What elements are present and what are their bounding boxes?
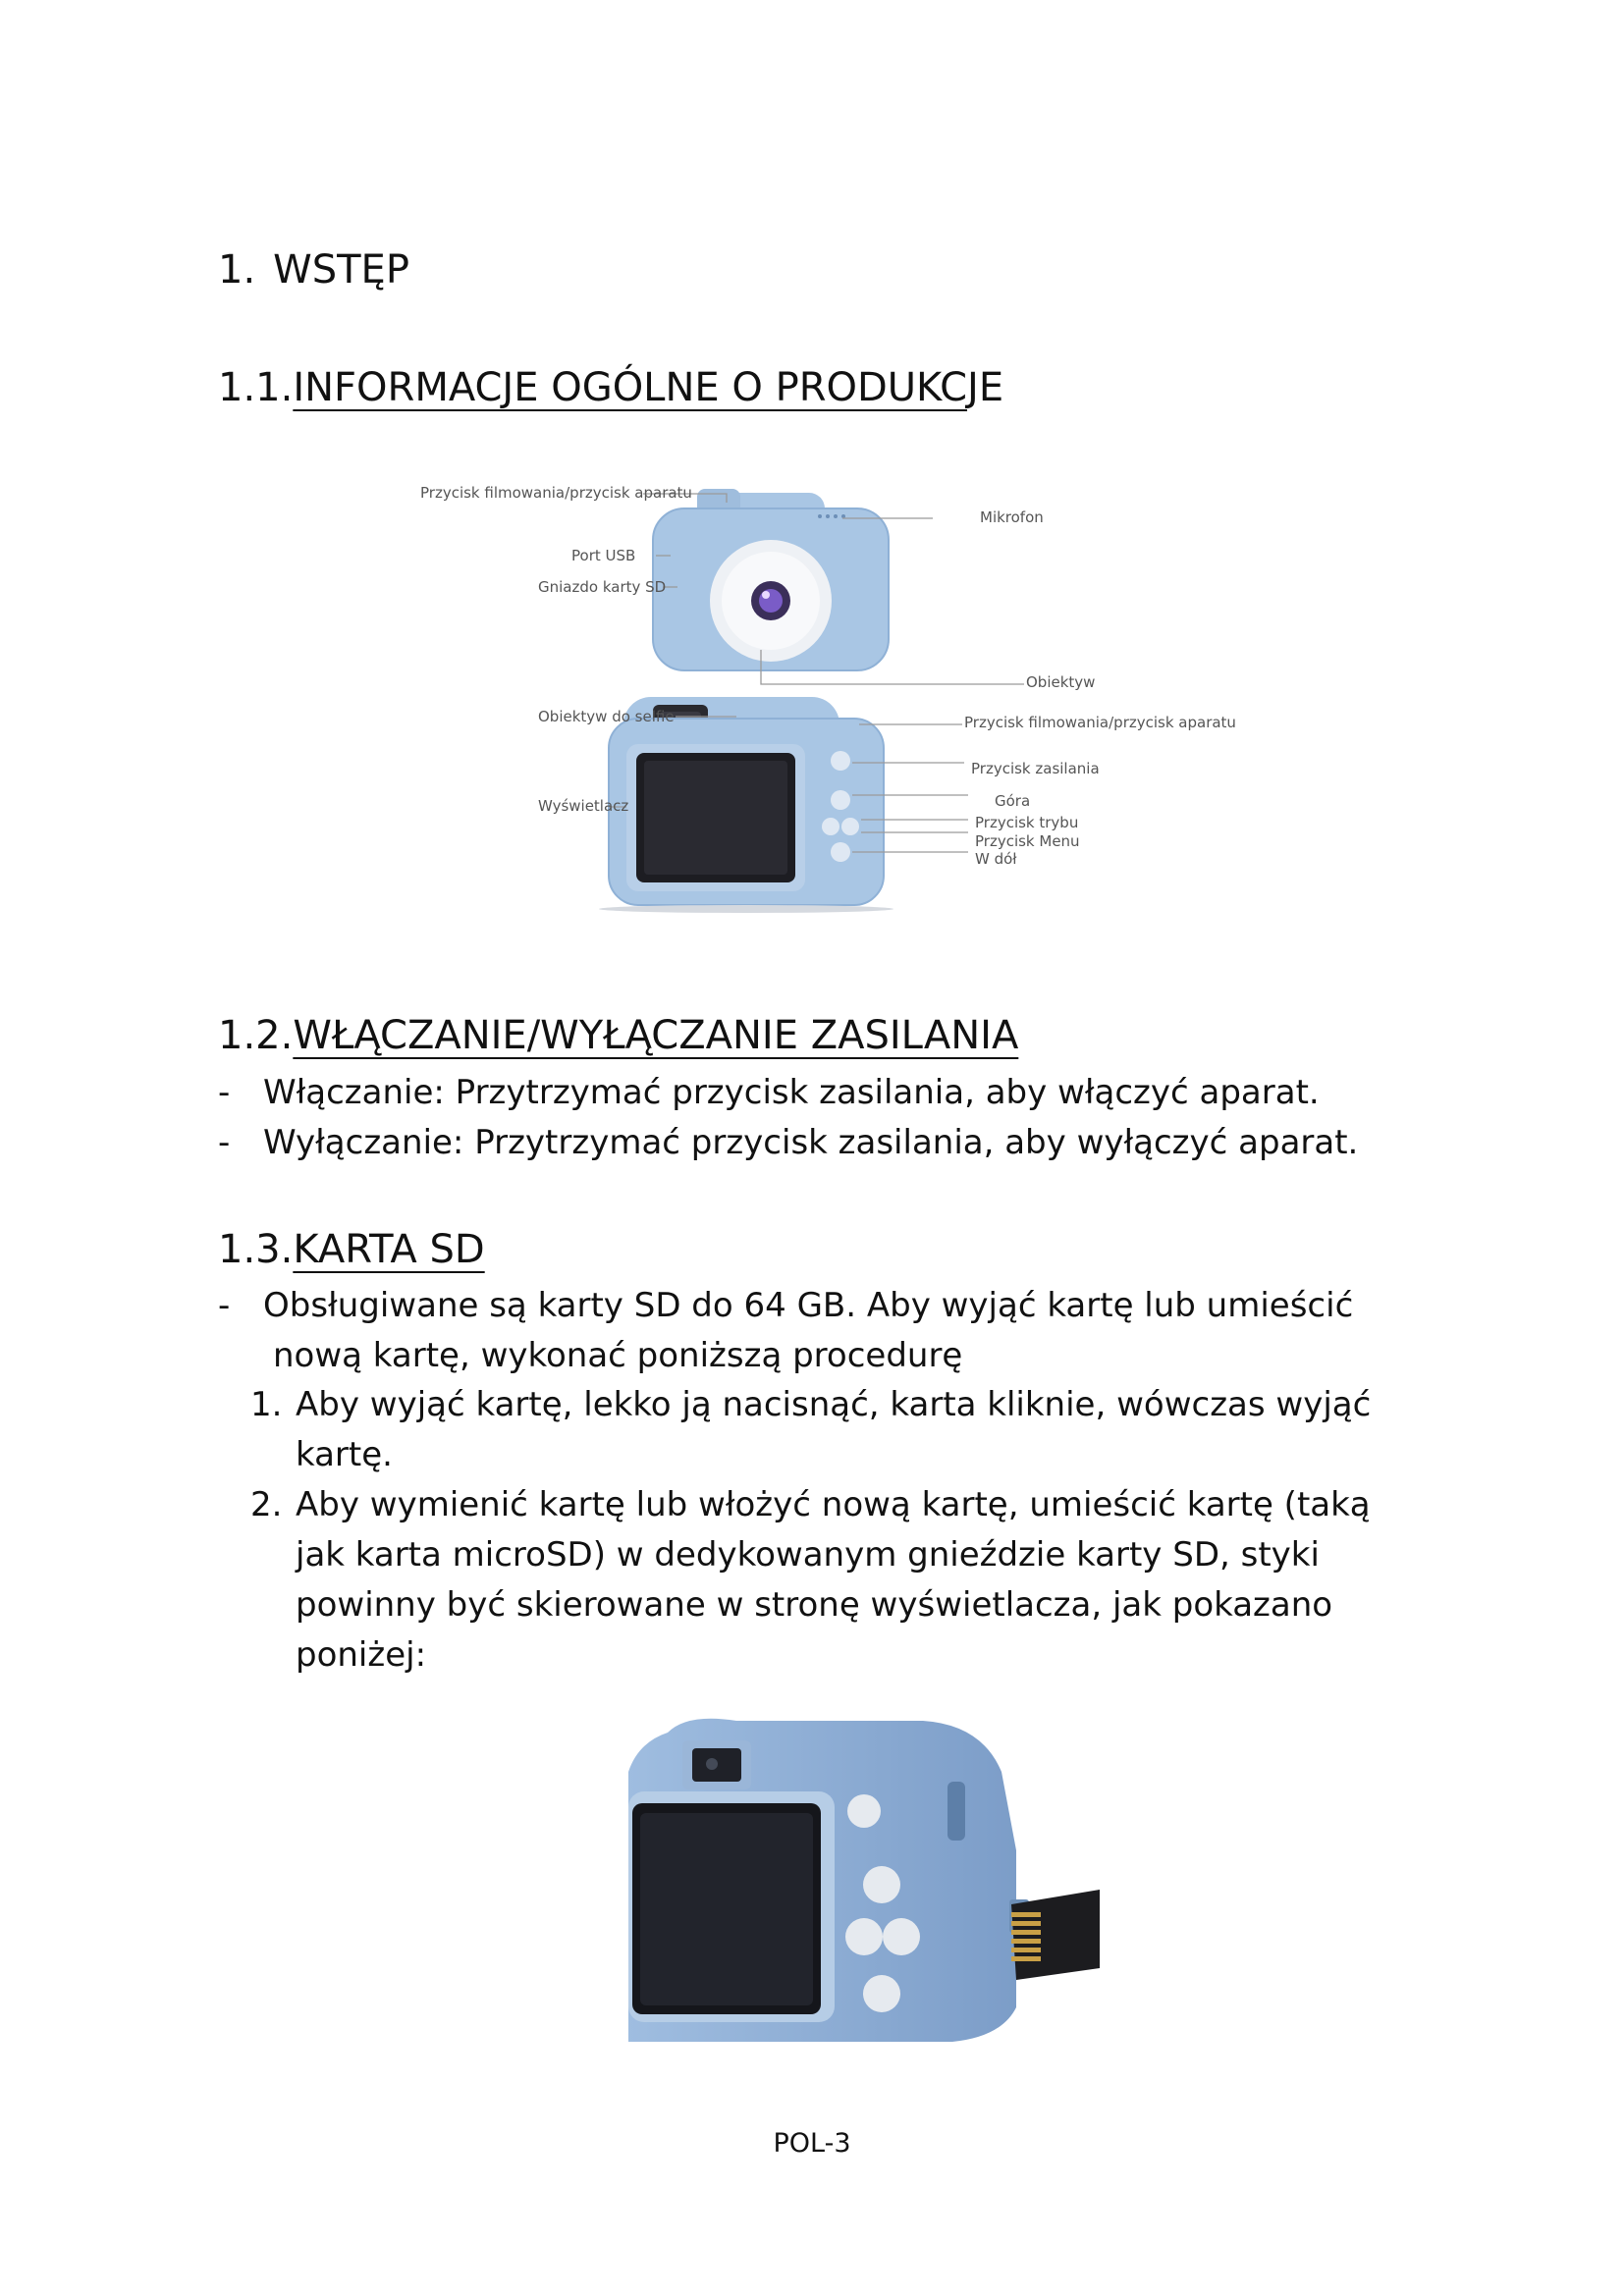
list-item-continuation: nową kartę, wykonać poniższą procedurę <box>273 1336 963 1375</box>
step-number: 1. <box>250 1385 283 1424</box>
label-sd-slot: Gniazdo karty SD <box>538 578 667 596</box>
step-1: 1. Aby wyjąć kartę, lekko ją nacisnąć, karta kliknie, wówczas wyjąć <box>250 1380 1371 1430</box>
subsection-title-tail: JE <box>967 365 1004 410</box>
step-number: 2. <box>250 1485 283 1524</box>
page-number: POL-3 <box>773 2128 851 2159</box>
sd-card-insertion-image <box>628 1713 1110 2052</box>
step-2: 2. Aby wymienić kartę lub włożyć nową kartę, umieścić kartę (taką <box>250 1480 1371 1530</box>
subsection-title: KARTA SD <box>293 1227 485 1272</box>
camera-front-image <box>653 489 889 670</box>
section-number: 1. <box>218 247 256 293</box>
camera-back-image <box>599 697 893 913</box>
subsection-number: 1.3. <box>218 1227 294 1272</box>
label-down: W dół <box>975 850 1017 868</box>
subsection-title: INFORMACJE OGÓLNE O PRODUKC <box>293 365 968 410</box>
label-microphone: Mikrofon <box>980 508 1044 526</box>
subsection-number: 1.2. <box>218 1013 294 1058</box>
label-lens: Obiektyw <box>1026 673 1096 691</box>
subsection-heading <box>218 1013 1018 1058</box>
list-item: - Wyłączanie: Przytrzymać przycisk zasilania, aby wyłączyć aparat. <box>218 1123 1359 1162</box>
label-selfie-lens: Obiektyw do selfie <box>538 708 675 725</box>
step-2-continuation: powinny być skierowane w stronę wyświetlacza, jak pokazano <box>296 1585 1333 1625</box>
camera-diagram <box>412 461 1237 913</box>
label-mode-button: Przycisk trybu <box>975 814 1079 831</box>
step-1-continuation: kartę. <box>296 1435 393 1474</box>
subsection-number: 1.1. <box>218 365 294 410</box>
label-up: Góra <box>995 792 1031 810</box>
label-usb-port: Port USB <box>571 547 636 564</box>
label-display: Wyświetlacz <box>538 797 629 815</box>
list-item: - Obsługiwane są karty SD do 64 GB. Aby wyjąć kartę lub umieścić <box>218 1286 1354 1325</box>
label-record-button-front: Przycisk filmowania/przycisk aparatu <box>420 484 692 502</box>
step-2-continuation: jak karta microSD) w dedykowanym gnieździe karty SD, styki <box>296 1535 1320 1575</box>
subsection-heading <box>218 1227 485 1272</box>
list-item: - Włączanie: Przytrzymać przycisk zasilania, aby włączyć aparat. <box>218 1073 1320 1112</box>
subsection-heading <box>218 365 1003 410</box>
label-power-button: Przycisk zasilania <box>971 760 1100 777</box>
step-2-continuation: poniżej: <box>296 1635 427 1675</box>
label-record-button-back: Przycisk filmowania/przycisk aparatu <box>964 714 1236 731</box>
subsection-title: WŁĄCZANIE/WYŁĄCZANIE ZASILANIA <box>293 1013 1019 1058</box>
label-menu-button: Przycisk Menu <box>975 832 1080 850</box>
section-title: WSTĘP <box>273 247 409 293</box>
section-heading <box>218 247 409 293</box>
